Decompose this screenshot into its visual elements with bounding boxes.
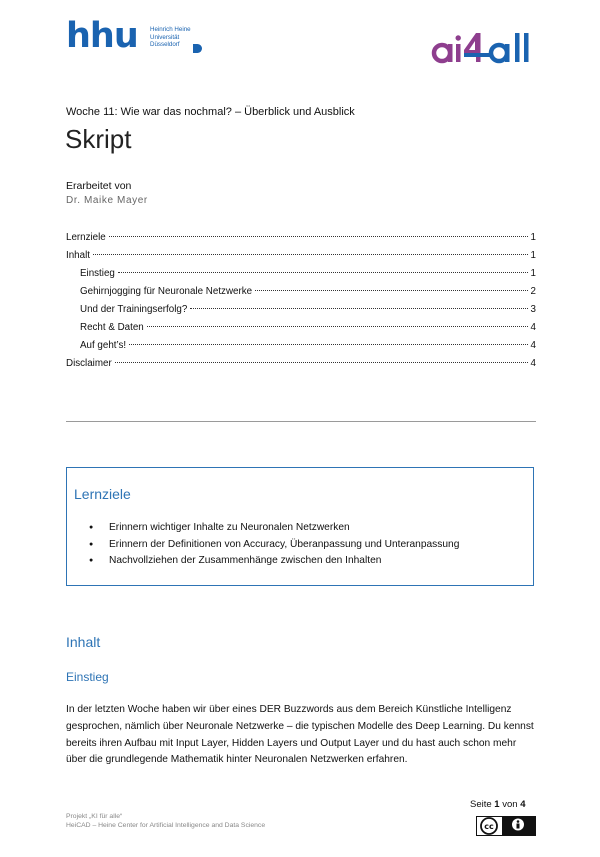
toc-leader	[190, 308, 527, 309]
toc-page: 3	[530, 304, 536, 315]
author-label: Erarbeitet von	[66, 180, 132, 192]
objective-item: ● Nachvollziehen der Zusammenhänge zwischen den Inhalten	[89, 553, 459, 570]
hhu-university-name	[150, 26, 270, 49]
toc-label: Einstieg	[80, 268, 115, 279]
toc-label: Recht & Daten	[80, 322, 144, 333]
toc-leader	[147, 326, 528, 327]
page-counter	[470, 799, 526, 810]
table-of-contents	[66, 232, 536, 376]
learning-objectives-box	[66, 467, 534, 586]
toc-entry-inhalt[interactable]	[66, 250, 536, 268]
objectives-list	[89, 520, 459, 570]
ai4all-logo	[431, 29, 543, 67]
toc-leader	[118, 272, 528, 273]
content-heading: Inhalt	[66, 634, 101, 650]
toc-label: Lernziele	[66, 232, 106, 243]
toc-page: 2	[530, 286, 536, 297]
page-prefix: Seite	[470, 799, 492, 810]
toc-label: Disclaimer	[66, 358, 112, 369]
toc-page: 1	[530, 232, 536, 243]
toc-page: 1	[530, 250, 536, 261]
hhu-wordmark: hhu	[66, 16, 138, 56]
toc-leader	[129, 344, 527, 345]
toc-label: Und der Trainingserfolg?	[80, 304, 188, 315]
svg-text:cc: cc	[484, 822, 494, 831]
week-title: Woche 11: Wie war das nochmal? – Überblick und Ausblick	[66, 106, 355, 118]
intro-paragraph: In der letzten Woche haben wir über eines DER Buzzwords aus dem Bereich Künstliche Intelligenz gesprochen, nämlich über Neuronale Netzwerke – die typischen Modelle des Deep Learning. Du kennst bereits ihren Aufbau mit Input Layer, Hidden Layers und Output Layer und du hast auch schon mehr über die grundlegende Mathematik hinter Neuronalen Netzwerken erfahren.	[66, 704, 534, 766]
toc-entry-lernziele[interactable]	[66, 232, 536, 250]
toc-leader	[109, 236, 528, 237]
hhu-line-1: Heinrich Heine	[150, 26, 191, 33]
toc-page: 4	[530, 322, 536, 333]
toc-entry-auf-gehts[interactable]	[66, 340, 536, 358]
page-total: 4	[520, 799, 526, 810]
horizontal-divider	[66, 421, 536, 422]
hhu-line-2: Universität	[150, 33, 180, 41]
toc-leader	[255, 290, 527, 291]
footer-project-info	[66, 813, 265, 830]
footer-project-line: Projekt „KI für alle“	[66, 813, 123, 820]
hhu-line-3: Düsseldorf	[150, 41, 180, 48]
hhu-dot-icon	[193, 44, 202, 53]
toc-page: 4	[530, 340, 536, 351]
toc-entry-disclaimer[interactable]	[66, 358, 536, 376]
objectives-heading: Lernziele	[74, 486, 131, 502]
toc-entry-gehirnjogging[interactable]	[66, 286, 536, 304]
toc-leader	[115, 362, 528, 363]
toc-entry-einstieg[interactable]	[66, 268, 536, 286]
toc-label: Gehirnjogging für Neuronale Netzwerke	[80, 286, 253, 297]
toc-label: Auf geht’s!	[80, 340, 127, 351]
toc-page: 4	[530, 358, 536, 369]
objective-item: ● Erinnern wichtiger Inhalte zu Neuronalen Netzwerken	[89, 520, 459, 537]
page-current: 1	[494, 799, 500, 810]
toc-entry-recht-daten[interactable]	[66, 322, 536, 340]
cc-by-icon	[476, 816, 536, 836]
intro-heading: Einstieg	[66, 670, 109, 684]
toc-entry-trainingserfolg[interactable]	[66, 304, 536, 322]
toc-page: 1	[530, 268, 536, 279]
footer-center-line: HeiCAD – Heine Center for Artificial Intelligence and Data Science	[66, 821, 266, 829]
toc-leader	[93, 254, 528, 255]
toc-label: Inhalt	[66, 250, 90, 261]
author-name: Dr. Maike Mayer	[66, 195, 148, 206]
document-title: Skript	[65, 124, 132, 154]
objective-item: ● Erinnern der Definitionen von Accuracy, Überanpassung und Unteranpassung	[89, 537, 459, 554]
page-separator: von	[502, 799, 518, 810]
